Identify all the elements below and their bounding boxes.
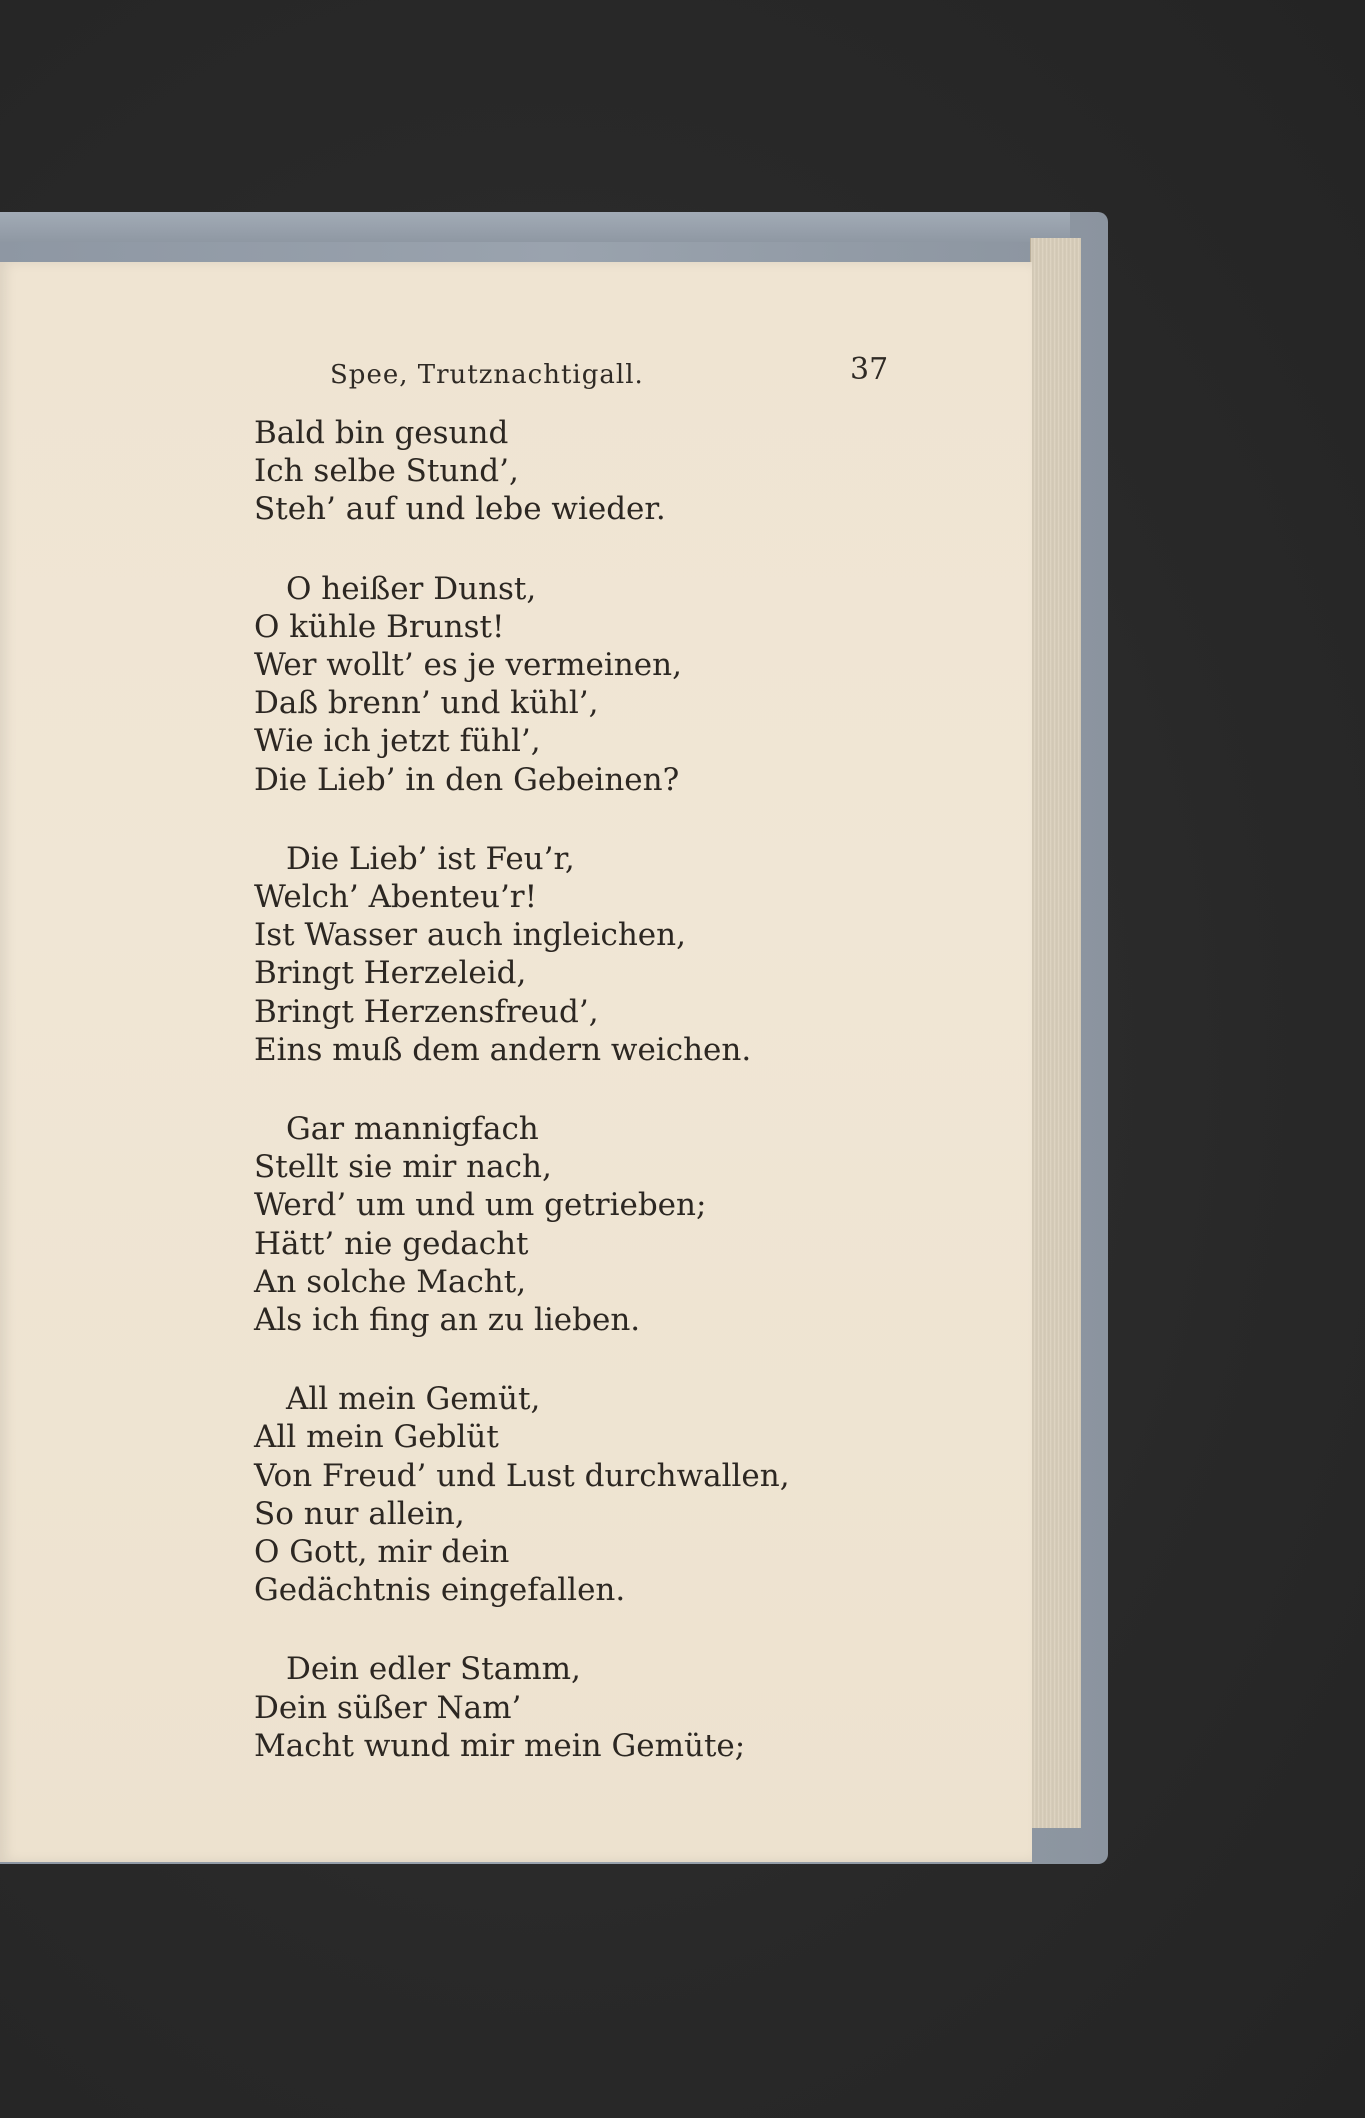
book-page (0, 262, 1032, 1862)
verse-line: Bringt Herzensfreud’, (254, 993, 599, 1030)
verse-line: Welch’ Abenteu’r! (254, 879, 538, 916)
stanza-6 (254, 1650, 974, 1765)
verse-line: Dein edler Stamm, (286, 1651, 581, 1688)
verse-line: Gedächtnis eingefallen. (254, 1572, 626, 1609)
page-number: 37 (850, 352, 889, 387)
verse-line: Werd’ um und um getrieben; (254, 1187, 707, 1224)
stanza-1 (254, 414, 974, 529)
stanza-4 (254, 1110, 974, 1339)
verse-line: Die Lieb’ ist Feu’r, (286, 840, 575, 877)
page-content (0, 262, 1032, 1862)
verse-line: An solche Macht, (254, 1263, 527, 1300)
stanza-2 (254, 570, 974, 799)
verse-line: Ich selbe Stund’, (254, 453, 519, 490)
page-edges (1030, 238, 1081, 1828)
poem (254, 414, 974, 1806)
verse-line: So nur allein, (254, 1495, 465, 1532)
verse-line: Als ich fing an zu lieben. (254, 1302, 641, 1339)
running-head: Spee, Trutznachtigall. (330, 360, 644, 390)
verse-line: Wer wollt’ es je vermeinen, (254, 647, 682, 684)
verse-line: O heißer Dunst, (286, 570, 537, 607)
stanza-5 (254, 1380, 974, 1609)
verse-line: Ist Wasser auch ingleichen, (254, 917, 686, 954)
verse-line: O Gott, mir dein (254, 1534, 510, 1571)
verse-line: Wie ich jetzt fühl’, (254, 723, 541, 760)
verse-line: Von Freud’ und Lust durchwallen, (254, 1457, 790, 1494)
verse-line: Bald bin gesund (254, 415, 509, 451)
verse-line: Die Lieb’ in den Gebeinen? (254, 761, 680, 798)
book-cover-top-edge (0, 212, 1070, 242)
verse-line: Daß brenn’ und kühl’, (254, 685, 599, 722)
verse-line: Steh’ auf und lebe wieder. (254, 491, 666, 528)
verse-line: Eins muß dem andern weichen. (254, 1031, 752, 1068)
verse-line: Dein süßer Nam’ (254, 1689, 522, 1726)
verse-line: O kühle Brunst! (254, 608, 505, 645)
verse-line: All mein Gemüt, (286, 1381, 541, 1418)
verse-line: Bringt Herzeleid, (254, 955, 527, 992)
verse-line: All mein Geblüt (254, 1419, 499, 1456)
stanza-3 (254, 840, 974, 1069)
verse-line: Hätt’ nie gedacht (254, 1225, 529, 1262)
verse-line: Stellt sie mir nach, (254, 1149, 552, 1186)
verse-line: Macht wund mir mein Gemüte; (254, 1727, 746, 1764)
verse-line: Gar mannigfach (286, 1111, 539, 1148)
